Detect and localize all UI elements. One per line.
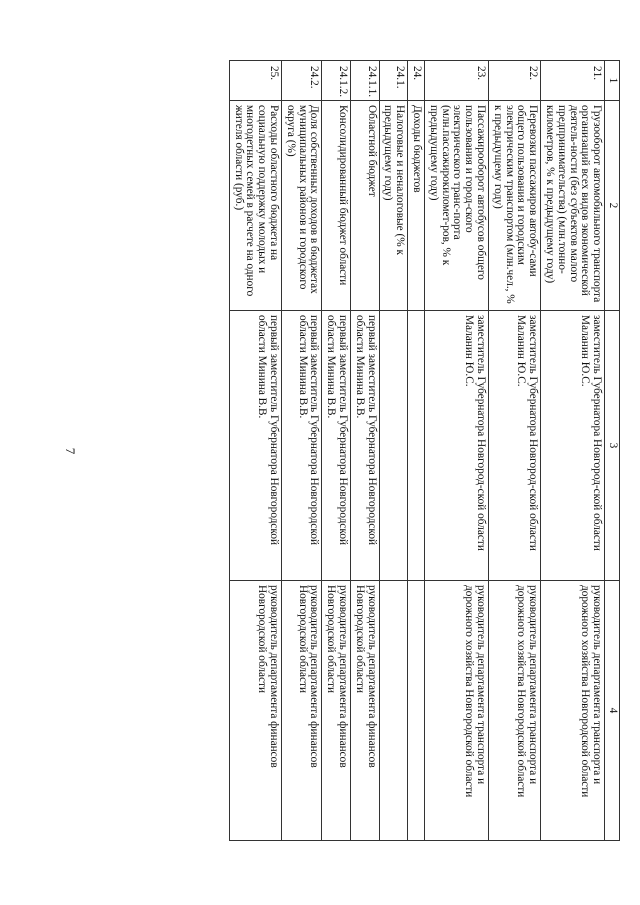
row-number-cell: 21.	[541, 61, 605, 101]
table-row	[322, 61, 351, 841]
row-number-cell: 24.	[408, 61, 425, 101]
row-number-cell: 24.1.	[379, 61, 408, 101]
responsible-head-cell: руководитель департамента финансов Новгородской области	[282, 581, 322, 841]
indicator-cell: Перевозки пассажиров автобу-сами общего пользования и городским электрическим транспортом (млн.чел., % к предыдущему году)	[489, 101, 541, 311]
page-number: 7	[63, 447, 78, 455]
indicator-cell: Налоговые и неналоговые (% к предыдущему году)	[379, 101, 408, 311]
table-row	[282, 61, 322, 841]
responsible-head-cell	[379, 581, 408, 841]
responsible-deputy-cell	[379, 311, 408, 581]
row-number-cell: 24.1.2.	[322, 61, 351, 101]
column-header: 2	[605, 101, 620, 311]
responsible-head-cell: руководитель департамента финансов Новгородской области	[229, 581, 281, 841]
responsible-deputy-cell: первый заместитель Губернатора Новгородской области Минина В.В.	[322, 311, 351, 581]
indicator-cell: Расходы областного бюджета на социальную поддержку молодых и многодетных семей в расчете на одного жителя области (руб.)	[229, 101, 281, 311]
row-number-cell: 25.	[229, 61, 281, 101]
empty-cell	[408, 311, 425, 581]
indicator-cell: Грузооборот автомобильного транспорта организаций всех видов экономической деятель-ности (без субъектов малого предпринимательства) (млн.тонно-километров, % к предыдущему году)	[541, 101, 605, 311]
table-header-row	[605, 61, 620, 841]
table-row	[425, 61, 489, 841]
responsible-head-cell: руководитель департамента финансов Новгородской области	[351, 581, 380, 841]
document-table-container	[110, 60, 620, 840]
table-row	[541, 61, 605, 841]
column-header: 3	[605, 311, 620, 581]
table-row	[351, 61, 380, 841]
responsible-head-cell: руководитель департамента транспорта и дорожного хозяйства Новгородской области	[425, 581, 489, 841]
responsible-head-cell: руководитель департамента транспорта и дорожного хозяйства Новгородской области	[541, 581, 605, 841]
table-row	[379, 61, 408, 841]
table-row	[408, 61, 425, 841]
row-number-cell: 23.	[425, 61, 489, 101]
indicator-cell: Областной бюджет	[351, 101, 380, 311]
column-header: 4	[605, 581, 620, 841]
responsible-deputy-cell: заместитель Губернатора Новгород-ской области Маланин Ю.С.	[425, 311, 489, 581]
row-number-cell: 24.2.	[282, 61, 322, 101]
column-header: 1	[605, 61, 620, 101]
indicator-cell: Консолидированный бюджет области	[322, 101, 351, 311]
table-row	[229, 61, 281, 841]
section-title-cell: Доходы бюджетов	[408, 101, 425, 311]
responsible-deputy-cell: первый заместитель Губернатора Новгородской области Минина В.В.	[351, 311, 380, 581]
row-number-cell: 22.	[489, 61, 541, 101]
table-body	[229, 61, 604, 841]
row-number-cell: 24.1.1.	[351, 61, 380, 101]
responsible-deputy-cell: заместитель Губернатора Новгород-ской области Маланин Ю.С.	[489, 311, 541, 581]
document-table	[229, 60, 620, 841]
responsible-deputy-cell: первый заместитель Губернатора Новгородской области Минина В.В.	[282, 311, 322, 581]
empty-cell	[408, 581, 425, 841]
table-row	[489, 61, 541, 841]
responsible-head-cell: руководитель департамента финансов Новгородской области	[322, 581, 351, 841]
responsible-head-cell: руководитель департамента транспорта и дорожного хозяйства Новгородской области	[489, 581, 541, 841]
responsible-deputy-cell: первый заместитель Губернатора Новгородской области Минина В.В.	[229, 311, 281, 581]
indicator-cell: Доля собственных доходов в бюджетах муниципальных районов и городского округа (%)	[282, 101, 322, 311]
indicator-cell: Пассажирооборот автобусов общего пользования и город-ского электрического транс-порта (млн.пассажирокиломет-ров, % к предыдущему году)	[425, 101, 489, 311]
responsible-deputy-cell: заместитель Губернатора Новгород-ской области Маланин Ю.С.	[541, 311, 605, 581]
